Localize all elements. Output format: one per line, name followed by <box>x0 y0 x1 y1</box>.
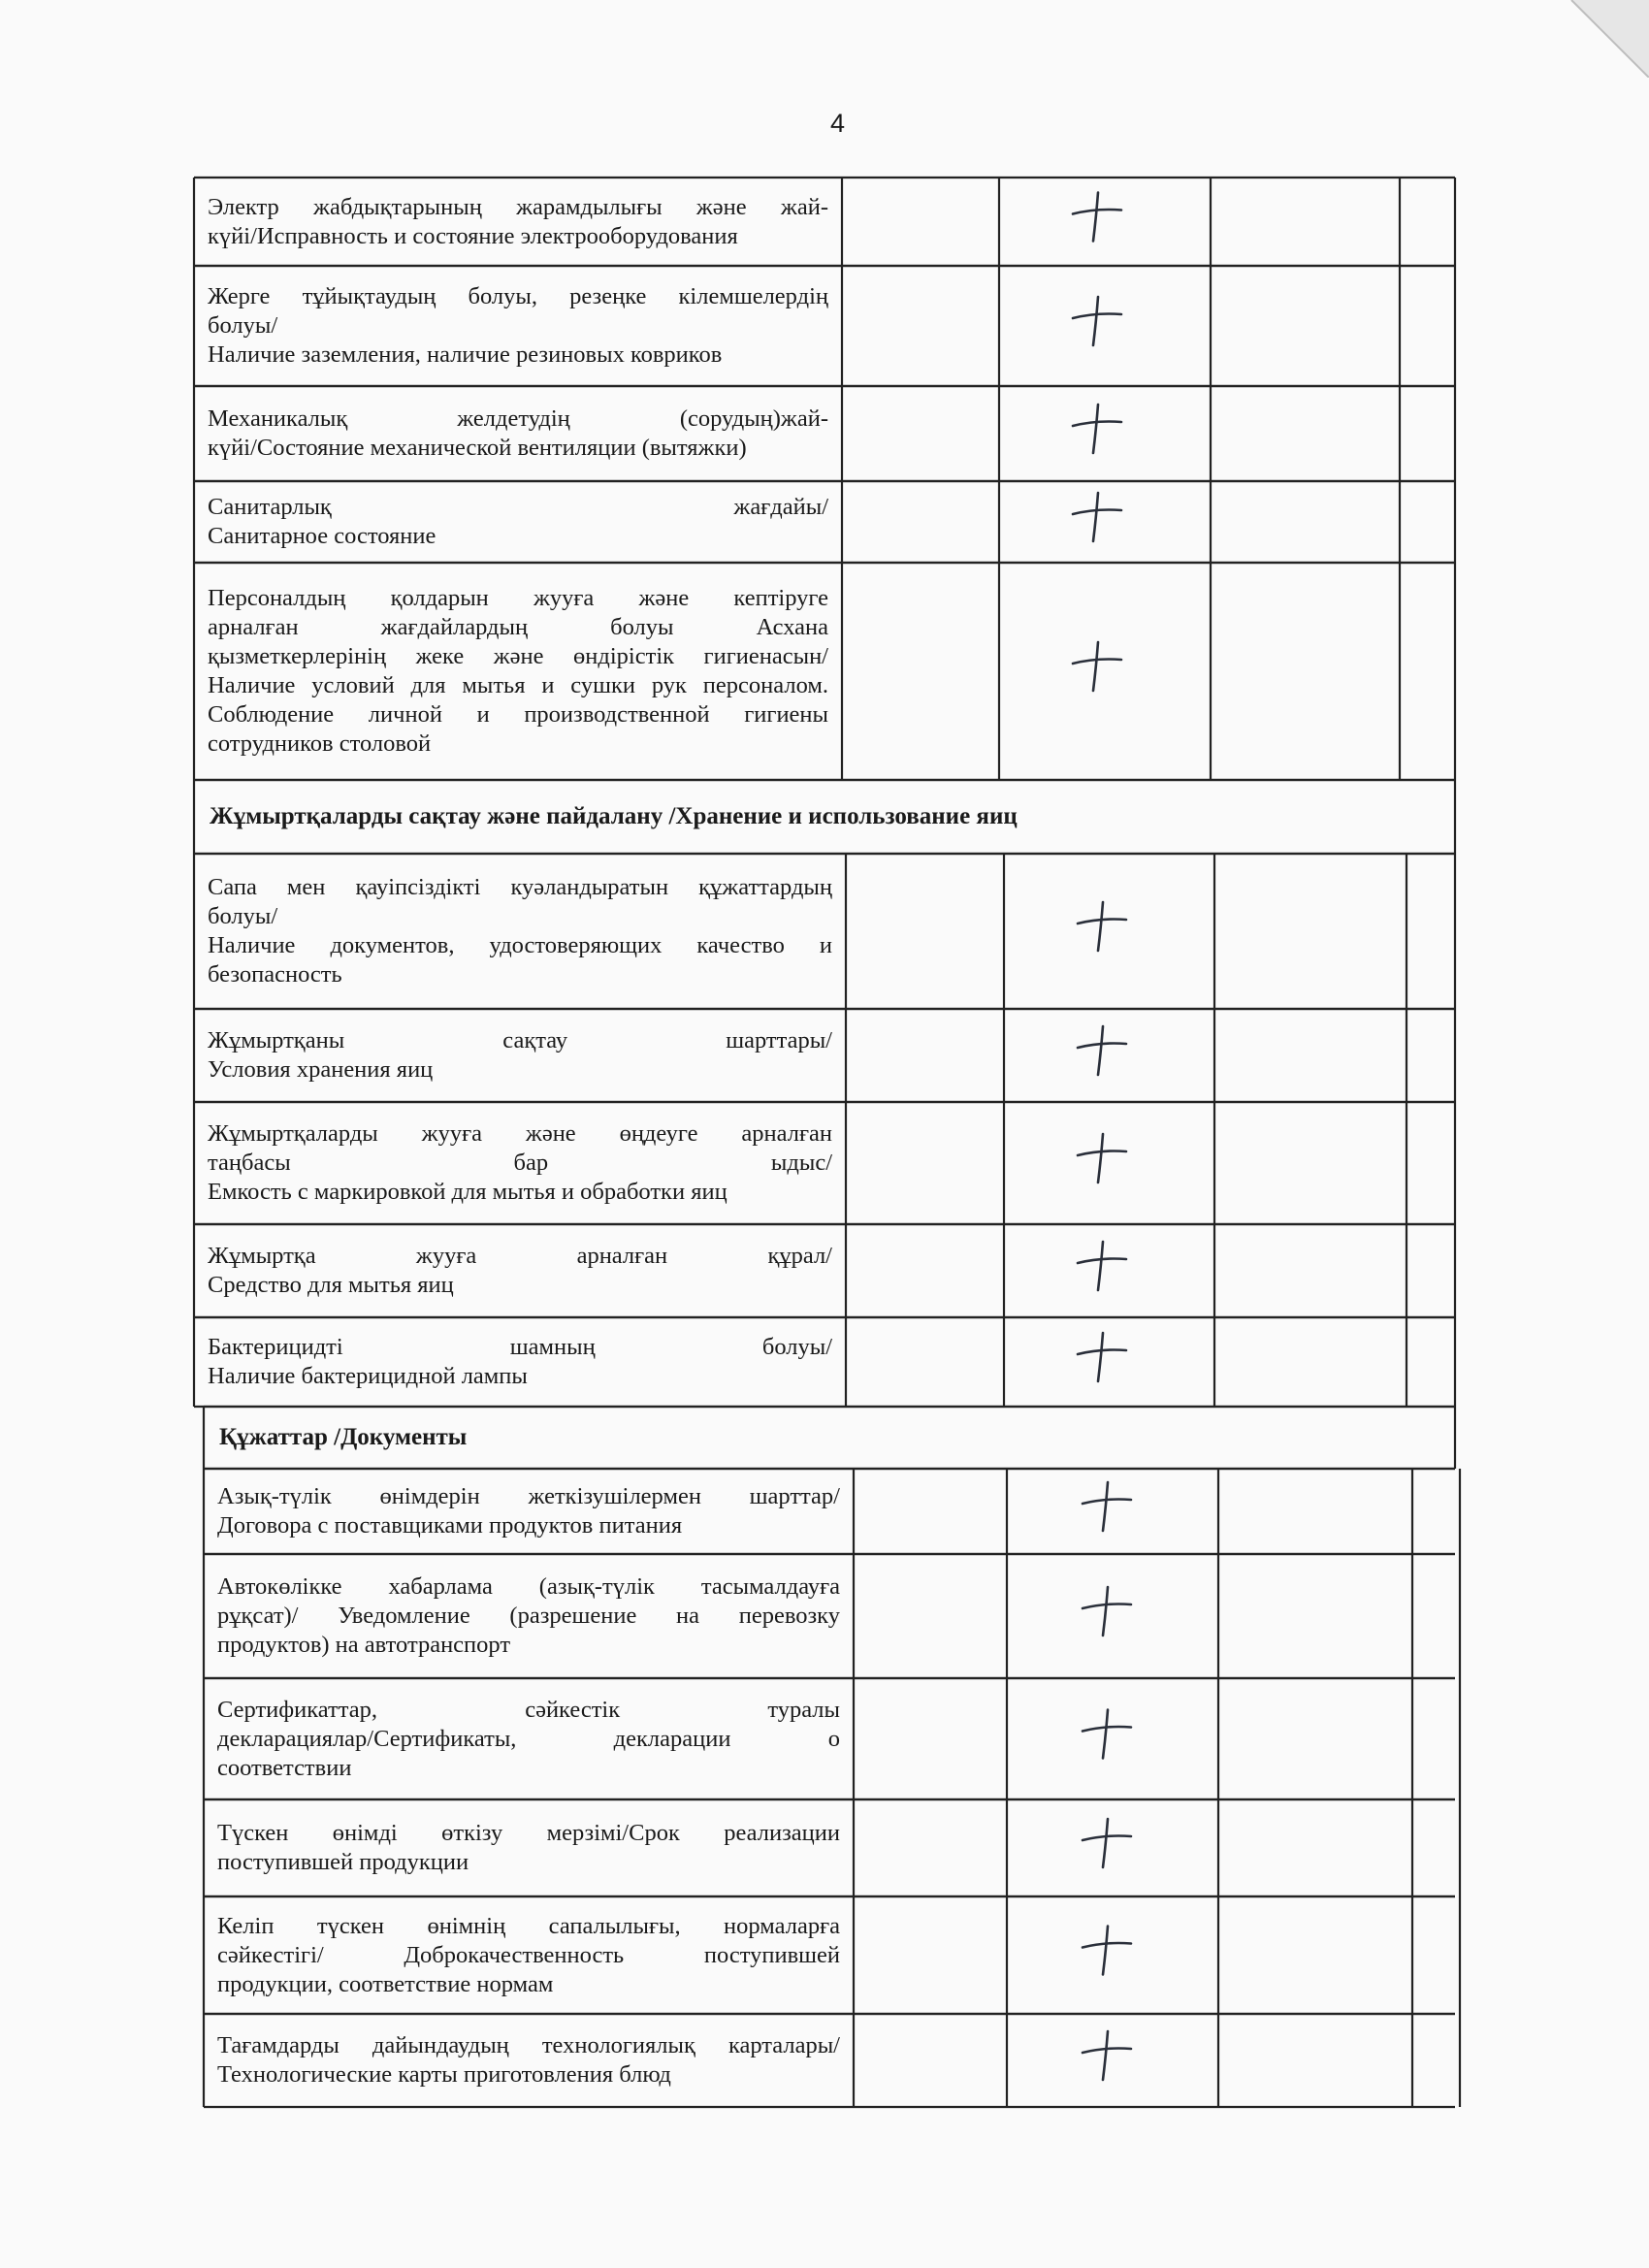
handwritten-plus-mark <box>1073 493 1121 541</box>
criterion-line: Емкость с маркировкой для мытья и обработки яиц <box>208 1179 728 1205</box>
criterion-line: Автокөлікке хабарлама (азық-түлік тасымалдауға <box>217 1573 840 1600</box>
handwritten-plus-mark <box>1083 1927 1131 1975</box>
criterion-line: Наличие заземления, наличие резиновых ковриков <box>208 341 723 368</box>
criterion-line: декларациялар/Сертификаты, декларации о <box>217 1725 840 1752</box>
criterion-text <box>208 1119 832 1207</box>
handwritten-plus-mark <box>1083 1710 1131 1759</box>
criterion-text <box>208 493 828 551</box>
criterion-text <box>217 1912 840 1999</box>
criterion-text <box>217 1482 840 1540</box>
criterion-line: болуы/ <box>208 903 278 929</box>
criterion-text <box>208 1242 832 1300</box>
criterion-line: Жұмыртқа жууға арналған құрал/ <box>208 1243 832 1269</box>
criterion-line: Средство для мытья яиц <box>208 1272 454 1298</box>
criterion-text <box>208 1333 832 1391</box>
criterion-text <box>208 873 832 989</box>
criterion-line: Персоналдың қолдарын жууға және кептіруге <box>208 585 828 611</box>
criterion-text <box>217 1819 840 1877</box>
handwritten-plus-mark <box>1083 2031 1131 2080</box>
criterion-text <box>217 1696 840 1783</box>
criterion-line: Жұмыртқаларды жууға және өңдеуге арналған <box>208 1120 832 1147</box>
criterion-line: таңбасы бар ыдыс/ <box>208 1150 832 1176</box>
criterion-line: Жұмыртқаны сақтау шарттары/ <box>208 1027 832 1053</box>
criterion-line: Условия хранения яиц <box>208 1056 434 1083</box>
handwritten-plus-mark <box>1073 193 1121 242</box>
handwritten-plus-mark <box>1073 405 1121 453</box>
criterion-line: Договора с поставщиками продуктов питания <box>217 1512 683 1539</box>
criterion-line: Сертификаттар, сәйкестік туралы <box>217 1696 840 1723</box>
criterion-line: сәйкестігі/ Доброкачественность поступившей <box>217 1941 840 1968</box>
criterion-line: күйі/Исправность и состояние электрооборудования <box>208 222 738 249</box>
criterion-line: Наличие условий для мытья и сушки рук персоналом. <box>208 672 828 698</box>
criterion-line: Санитарное состояние <box>208 523 436 549</box>
section-title: Құжаттар /Документы <box>219 1424 468 1450</box>
criterion-line: Сапа мен қауіпсіздікті куәландыратын құжаттардың <box>208 874 832 900</box>
criterion-text <box>208 1026 832 1085</box>
handwritten-plus-mark <box>1078 1026 1126 1075</box>
criterion-line: соответствии <box>217 1754 352 1781</box>
criterion-line: Тағамдарды дайындаудың технологиялық карталары/ <box>217 2032 840 2058</box>
criterion-line: болуы/ <box>208 312 278 339</box>
handwritten-plus-mark <box>1078 1333 1126 1381</box>
criterion-text <box>217 2031 840 2090</box>
section-title: Жұмыртқаларды сақтау және пайдалану /Хранение и использование яиц <box>210 803 1018 829</box>
criterion-line: рұқсат)/ Уведомление (разрешение на перевозку <box>217 1603 840 1629</box>
criterion-line: Санитарлық жағдайы/ <box>208 494 828 520</box>
criterion-line: Азық-түлік өнімдерін жеткізушілермен шарттар/ <box>217 1483 840 1509</box>
criterion-line: Бактерицидті шамның болуы/ <box>208 1334 832 1360</box>
page-number: 4 <box>830 109 846 138</box>
handwritten-plus-mark <box>1078 902 1126 951</box>
criterion-line: безопасность <box>208 961 342 988</box>
criterion-line: сотрудников столовой <box>208 730 432 757</box>
handwritten-plus-mark <box>1078 1134 1126 1183</box>
criterion-line: продуктов) на автотранспорт <box>217 1632 511 1658</box>
handwritten-plus-mark <box>1073 297 1121 345</box>
criterion-line: Соблюдение личной и производственной гигиены <box>208 701 828 728</box>
criterion-line: Технологические карты приготовления блюд <box>217 2061 671 2088</box>
handwritten-plus-mark <box>1073 642 1121 691</box>
criterion-line: поступившей продукции <box>217 1849 469 1875</box>
handwritten-plus-mark <box>1083 1482 1131 1531</box>
criterion-line: Электр жабдықтарының жарамдылығы және жай- <box>208 193 828 220</box>
criterion-line: арналған жағдайлардың болуы Асхана <box>208 614 828 640</box>
handwritten-plus-mark <box>1083 1819 1131 1867</box>
criterion-text <box>217 1572 840 1660</box>
criterion-text <box>208 193 828 251</box>
criterion-line: Наличие бактерицидной лампы <box>208 1363 528 1389</box>
criterion-line: Келіп түскен өнімнің сапалылығы, нормаларға <box>217 1912 840 1939</box>
handwritten-plus-mark <box>1083 1587 1131 1636</box>
criterion-line: Түскен өнімді өткізу мерзімі/Срок реализации <box>217 1820 840 1846</box>
handwritten-plus-mark <box>1078 1242 1126 1290</box>
criterion-line: Жерге тұйықтаудың болуы, резеңке кілемшелердің <box>208 283 828 309</box>
criterion-line: продукции, соответствие нормам <box>217 1970 554 1997</box>
criterion-line: күйі/Состояние механической вентиляции (вытяжки) <box>208 435 747 461</box>
criterion-text <box>208 584 828 759</box>
criterion-line: Механикалық желдетудің (сорудың)жай- <box>208 405 828 432</box>
criterion-line: Наличие документов, удостоверяющих качество и <box>208 932 832 958</box>
criterion-text <box>208 282 828 370</box>
criterion-line: қызметкерлерінің жеке және өндірістік гигиенасын/ <box>208 643 828 669</box>
criterion-text <box>208 405 828 463</box>
